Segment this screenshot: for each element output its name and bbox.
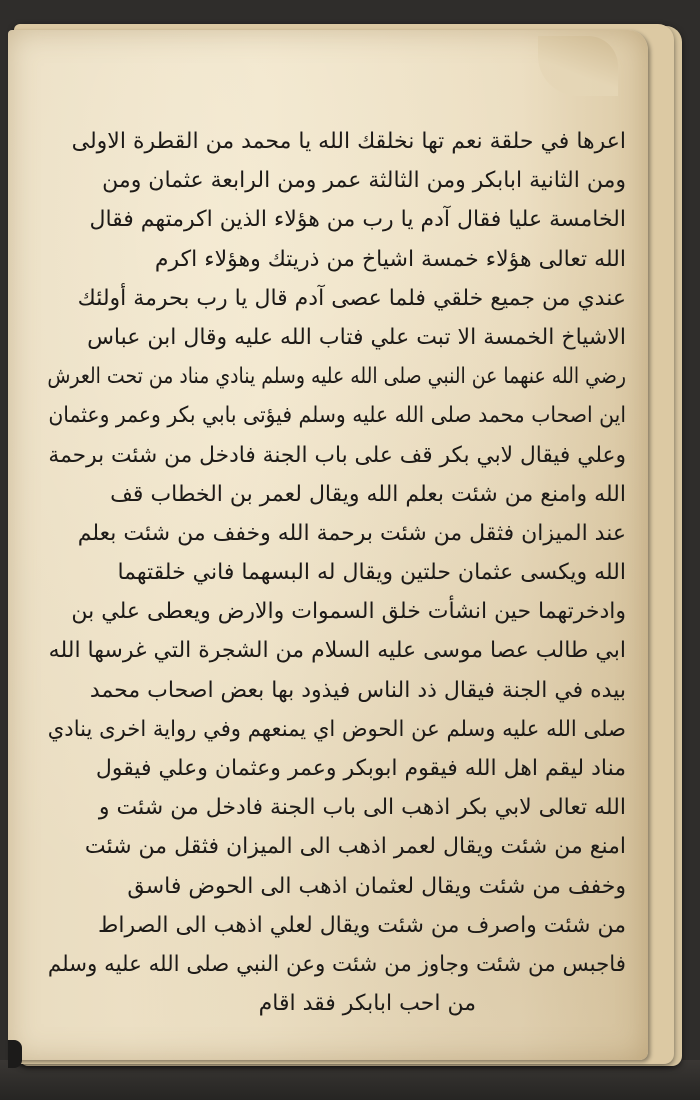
page-corner-fold <box>538 36 618 96</box>
text-line-21: من شئت واصرف من شئت ويقال لعلي اذهب الى الصراط <box>98 912 626 938</box>
text-line-20: وخفف من شئت ويقال لعثمان اذهب الى الحوض فاسق <box>127 873 626 899</box>
text-line-14: ابي طالب عصا موسى عليه السلام من الشجرة التي غرسها الله <box>48 638 626 664</box>
background-table <box>0 1060 700 1100</box>
text-line-3: الخامسة عليا فقال آدم يا رب من هؤلاء الذين اكرمتهم فقال <box>89 207 626 233</box>
manuscript-text <box>48 122 626 1023</box>
text-line-2: ومن الثانية ابابكر ومن الثالثة عمر ومن الرابعة عثمان ومن <box>102 168 626 194</box>
text-line-13: وادخرتهما حين انشأت خلق السموات والارض ويعطى علي بن <box>71 599 626 625</box>
text-line-4: الله تعالى هؤلاء خمسة اشياخ من ذريتك وهؤلاء اكرم <box>154 246 626 272</box>
text-line-8: اين اصحاب محمد صلى الله عليه وسلم فيؤتى بابي بكر وعمر وعثمان <box>48 403 626 429</box>
text-line-10: الله وامنع من شئت بعلم الله ويقال لعمر بن الخطاب قف <box>110 481 626 507</box>
text-line-1: اعرها في حلقة نعم تها نخلقك الله يا محمد من القطرة الاولى <box>71 129 626 154</box>
text-line-6: الاشياخ الخمسة الا تبت علي فتاب الله عليه وقال ابن عباس <box>87 324 626 350</box>
text-line-16: صلى الله عليه وسلم عن الحوض اي يمنعهم وفي رواية اخرى ينادي <box>47 716 626 742</box>
text-line-23: من احب ابابكر فقد اقام <box>258 991 476 1017</box>
text-line-19: امنع من شئت ويقال لعمر اذهب الى الميزان فثقل من شئت <box>84 834 626 860</box>
text-line-5: عندي من جميع خلقي فلما عصى آدم قال يا رب بحرمة أولئك <box>77 285 626 311</box>
text-line-7: رضي الله عنهما عن النبي صلى الله عليه وسلم ينادي مناد من تحت العرش <box>47 364 626 390</box>
text-line-22: فاجبس من شئت وجاوز من شئت وعن النبي صلى الله عليه وسلم <box>47 951 626 977</box>
text-line-15: بيده في الجنة فيقال ذد الناس فيذود بها بعض اصحاب محمد <box>89 677 626 703</box>
text-line-11: عند الميزان فثقل من شئت برحمة الله وخفف من شئت بعلم <box>77 520 626 546</box>
binding-mark <box>8 1040 22 1068</box>
text-line-12: الله ويكسى عثمان حلتين ويقال له البسهما فاني خلقتهما <box>117 560 626 586</box>
text-line-17: مناد ليقم اهل الله فيقوم ابوبكر وعمر وعثمان وعلي فيقول <box>95 756 626 781</box>
text-line-9: وعلي فيقال لابي بكر قف على باب الجنة فادخل من شئت برحمة <box>48 442 627 468</box>
manuscript-page <box>8 30 648 1060</box>
text-line-18: الله تعالى لابي بكر اذهب الى باب الجنة فادخل من شئت و <box>98 795 626 821</box>
